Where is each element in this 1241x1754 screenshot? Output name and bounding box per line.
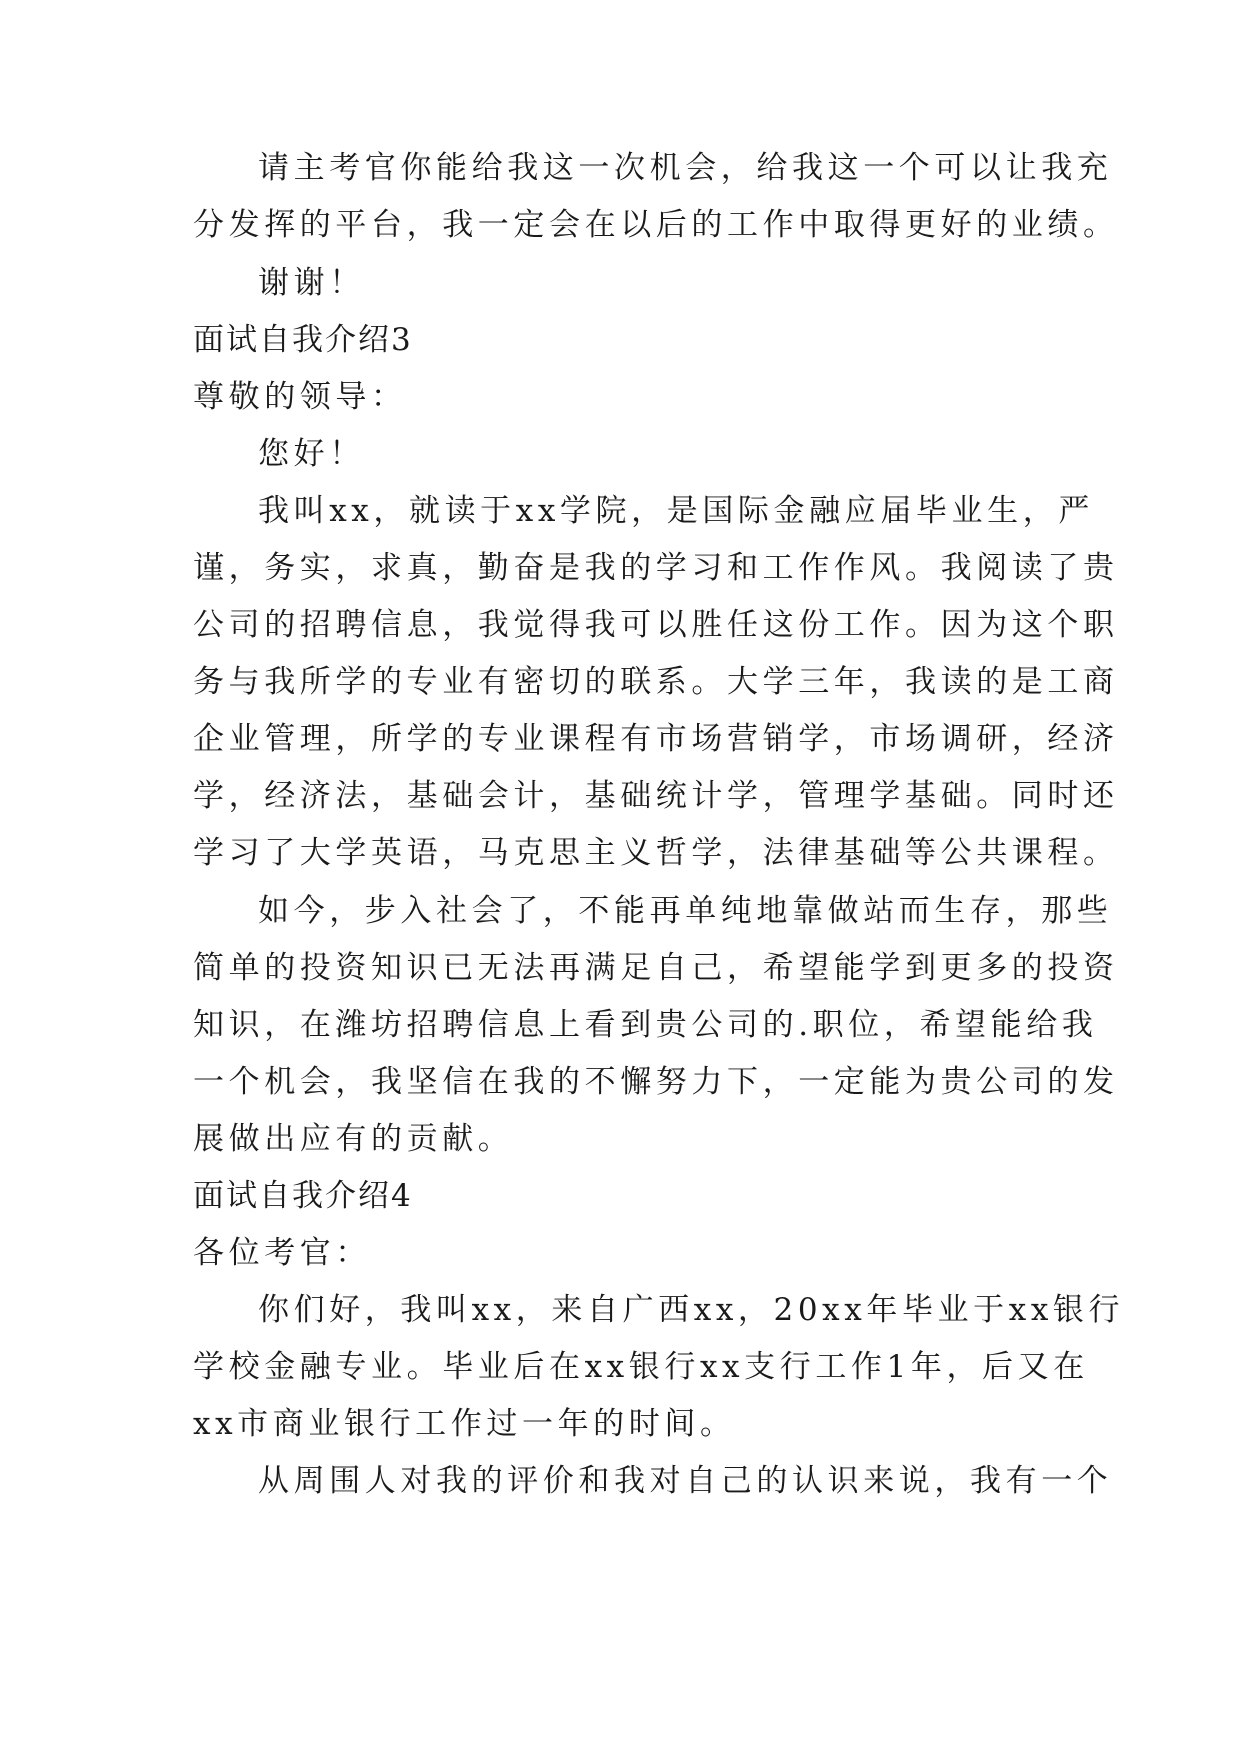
paragraph-line: 简单的投资知识已无法再满足自己，希望能学到更多的投资	[193, 950, 1119, 986]
paragraph-line: 学，经济法，基础会计，基础统计学，管理学基础。同时还	[193, 778, 1119, 814]
paragraph-line: 知识，在潍坊招聘信息上看到贵公司的.职位，希望能给我	[193, 1007, 1098, 1043]
paragraph-line: 如今，步入社会了，不能再单纯地靠做站而生存，那些	[258, 893, 1113, 929]
closing-line: 谢谢！	[258, 265, 365, 301]
salutation: 各位考官：	[193, 1235, 371, 1271]
paragraph-line: 从周围人对我的评价和我对自己的认识来说，我有一个	[258, 1463, 1113, 1499]
paragraph-line: 公司的招聘信息，我觉得我可以胜任这份工作。因为这个职	[193, 607, 1119, 643]
paragraph-line: 展做出应有的贡献。	[193, 1121, 514, 1157]
paragraph-line: 学校金融专业。毕业后在xx银行xx支行工作1年，后又在	[193, 1349, 1089, 1385]
section-heading: 面试自我介绍3	[193, 322, 413, 358]
paragraph-line: 务与我所学的专业有密切的联系。大学三年，我读的是工商	[193, 664, 1119, 700]
paragraph-line: 谨，务实，求真，勤奋是我的学习和工作作风。我阅读了贵	[193, 550, 1119, 586]
greeting: 您好！	[258, 436, 365, 472]
salutation: 尊敬的领导：	[193, 379, 407, 415]
paragraph-line: 学习了大学英语，马克思主义哲学，法律基础等公共课程。	[193, 835, 1119, 871]
section-heading: 面试自我介绍4	[193, 1178, 413, 1214]
paragraph-line: 我叫xx，就读于xx学院，是国际金融应届毕业生，严	[258, 493, 1094, 529]
paragraph-line: 请主考官你能给我这一次机会，给我这一个可以让我充	[258, 150, 1113, 186]
paragraph-line: 企业管理，所学的专业课程有市场营销学，市场调研，经济	[193, 721, 1119, 757]
paragraph-line: 分发挥的平台，我一定会在以后的工作中取得更好的业绩。	[193, 207, 1119, 243]
paragraph-line: 你们好，我叫xx，来自广西xx，20xx年毕业于xx银行	[258, 1292, 1125, 1328]
paragraph-line: 一个机会，我坚信在我的不懈努力下，一定能为贵公司的发	[193, 1064, 1119, 1100]
paragraph-line: xx市商业银行工作过一年的时间。	[193, 1406, 736, 1442]
